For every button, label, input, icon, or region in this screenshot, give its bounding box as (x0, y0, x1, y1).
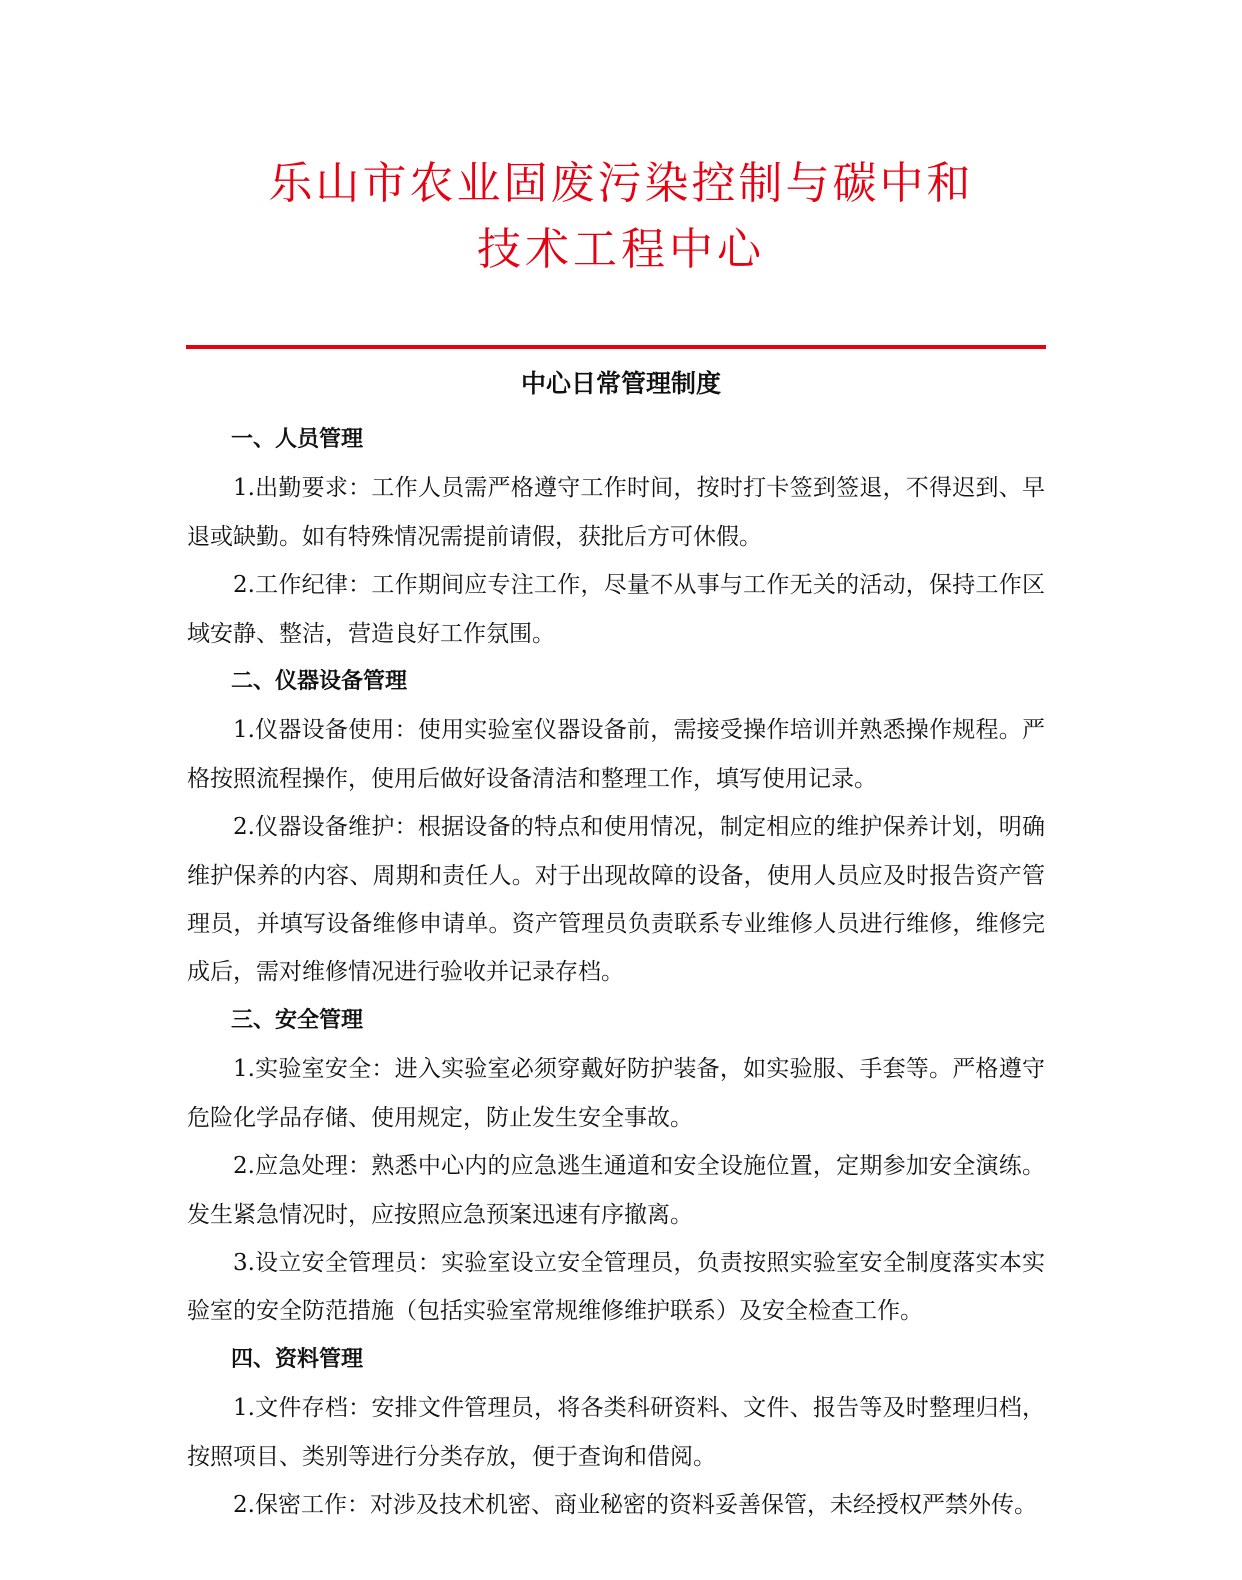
paragraph-safety-officer: 3.设立安全管理员：实验室设立安全管理员，负责按照实验室安全制度落实本实验室的安全防范措施（包括实验室常规维修维护联系）及安全检查工作。 (187, 1249, 1045, 1325)
organization-title-line-2: 技术工程中心 (477, 224, 765, 275)
paragraph-emergency: 2.应急处理：熟悉中心内的应急逃生通道和安全设施位置，定期参加安全演练。发生紧急情况时，应按照应急预案迅速有序撤离。 (187, 1153, 1045, 1228)
paragraph-lab-safety: 1.实验室安全：进入实验室必须穿戴好防护装备，如实验服、手套等。严格遵守危险化学品存储、使用规定，防止发生安全事故。 (187, 1056, 1045, 1131)
section-heading-equipment: 二、仪器设备管理 (231, 669, 408, 695)
paragraph-equipment-maintenance: 2.仪器设备维护：根据设备的特点和使用情况，制定相应的维护保养计划，明确维护保养的内容、周期和责任人。对于出现故障的设备，使用人员应及时报告资产管理员，并填写设备维修申请单。资产管理员负责联系专业维修人员进行维修，维修完成后，需对维修情况进行验收并记录存档。 (187, 814, 1045, 986)
section-heading-personnel: 一、人员管理 (231, 427, 364, 452)
paragraph-work-discipline: 2.工作纪律：工作期间应专注工作，尽量不从事与工作无关的活动，保持工作区域安静、整洁，营造良好工作氛围。 (187, 572, 1045, 647)
paragraph-confidentiality: 2.保密工作：对涉及技术机密、商业秘密的资料妥善保管，未经授权严禁外传。 (233, 1491, 1037, 1518)
organization-title-line-1: 乐山市农业固废污染控制与碳中和 (268, 158, 974, 209)
paragraph-attendance: 1.出勤要求：工作人员需严格遵守工作时间，按时打卡签到签退，不得迟到、早退或缺勤。如有特殊情况需提前请假，获批后方可休假。 (187, 475, 1045, 550)
document-body (187, 416, 1045, 1529)
section-heading-safety: 三、安全管理 (231, 1007, 364, 1033)
document-title: 中心日常管理制度 (520, 369, 721, 398)
paragraph-equipment-use: 1.仪器设备使用：使用实验室仪器设备前，需接受操作培训并熟悉操作规程。严格按照流程操作，使用后做好设备清洁和整理工作，填写使用记录。 (187, 717, 1045, 792)
paragraph-archiving: 1.文件存档：安排文件管理员，将各类科研资料、文件、报告等及时整理归档，按照项目、类别等进行分类存放，便于查询和借阅。 (187, 1395, 1045, 1470)
red-header-divider (186, 345, 1046, 349)
section-heading-records: 四、资料管理 (231, 1346, 364, 1372)
